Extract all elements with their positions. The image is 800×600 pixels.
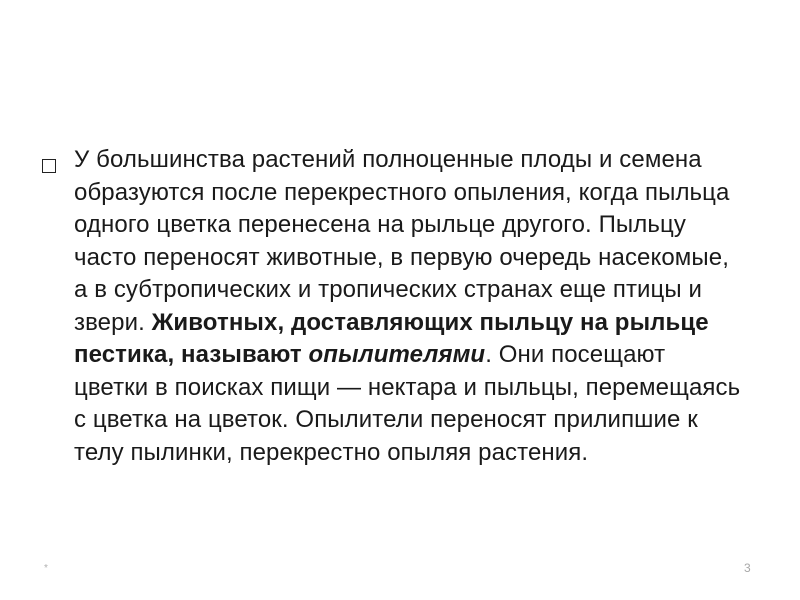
bullet-text-bold: Животных, доставляющих пыльцу на рыльце пестика, называют	[74, 308, 709, 368]
square-bullet-icon	[42, 159, 56, 173]
footer-date-marker: *	[44, 563, 48, 574]
bullet-paragraph	[74, 144, 742, 469]
bullet-text-intro: У большинства растений полноценные плоды и семена образуются после перекрестного опыления, когда пыльца одного цветка перенесена на рыльце другого. Пыльцу часто переносят животные, в первую очередь насекомые, а в субтропических и тропических странах еще птицы и звери.	[74, 146, 730, 336]
footer-page-number: 3	[744, 561, 751, 575]
bullet-item	[42, 144, 742, 469]
bullet-text-outro: . Они посещают цветки в поисках пищи — нектара и пыльцы, перемещаясь с цветка на цветок. Опылители переносят прилипшие к телу пылинки, перекрестно опыляя растения.	[74, 341, 741, 466]
bullet-text-bold-italic: опылителями	[308, 341, 486, 368]
slide-body	[42, 144, 742, 469]
bullet-text-bold-italic-wrap	[309, 341, 486, 368]
